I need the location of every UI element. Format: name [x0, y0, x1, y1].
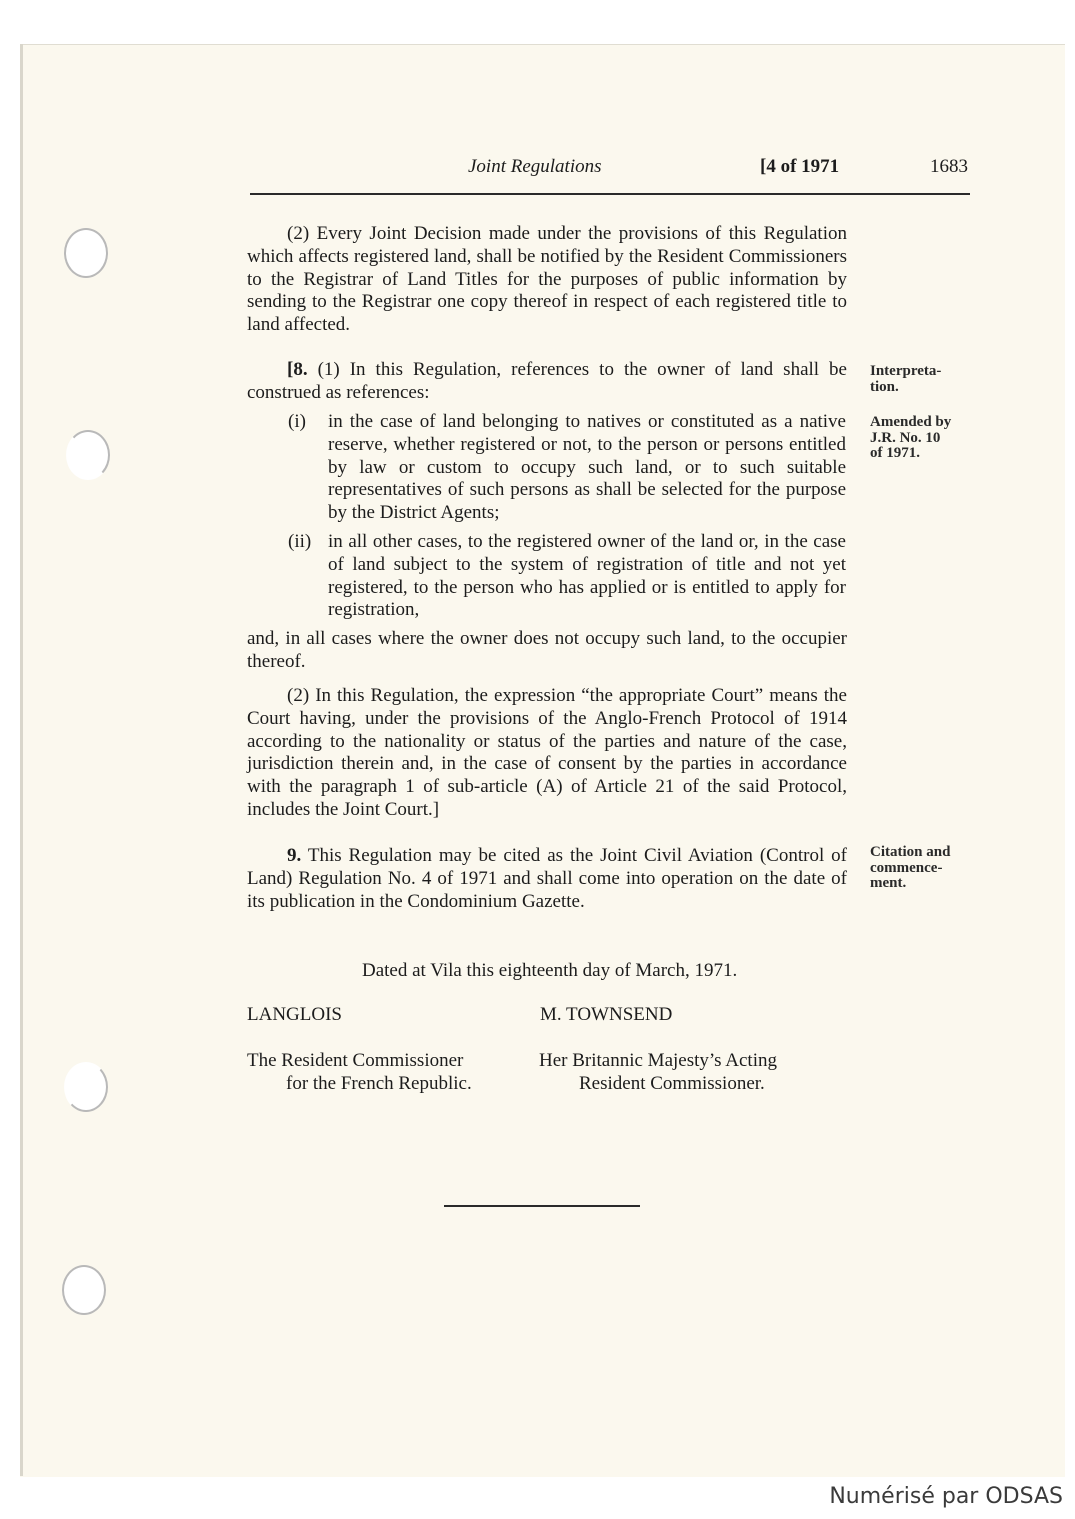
section9-text: This Regulation may be cited as the Joint Civil Aviation (Control of Land) Regulation No. 4 of 1971 and shall come into operation on the date of its publication in the Condominium Gazette. — [247, 845, 847, 912]
running-header-title: Joint Regulations — [468, 156, 602, 177]
signatory-title-british-line1: Her Britannic Majesty’s Acting — [539, 1050, 777, 1071]
punch-hole — [62, 1265, 106, 1315]
list-item-text: in all other cases, to the registered owner of the land or, in the case of land subject to the system of registration of title and not yet registered, to the person who has applied or is entitled to apply for registration, — [328, 531, 846, 621]
margin-note-interpretation: Interpreta- tion. — [870, 363, 942, 395]
punch-hole — [64, 228, 108, 278]
section8-intro — [247, 359, 847, 405]
margin-note-amended: Amended by J.R. No. 10 of 1971. — [870, 414, 952, 461]
margin-note-citation: Citation and commence- ment. — [870, 844, 951, 891]
end-rule — [444, 1205, 640, 1207]
punch-hole — [64, 1062, 108, 1112]
list-item-text: in the case of land belonging to natives or constituted as a native reserve, whether registered or not, to the person or persons entitled by law or custom to occupy such land, or to such suitable representatives of such persons as shall be selected for the purpose by the District Agents; — [328, 411, 846, 524]
dated-line: Dated at Vila this eighteenth day of March, 1971. — [362, 960, 738, 981]
section9 — [247, 845, 847, 913]
section8-closing: and, in all cases where the owner does not occupy such land, to the occupier thereof. — [247, 628, 847, 672]
section8-paragraph2: (2) In this Regulation, the expression “the appropriate Court” means the Court having, under the provisions of the Anglo-French Protocol of 1914 according to the nationality or status of the parties and nature of the case, jurisdiction therein and, in the case of consent by the parties in accordance with the paragraph 1 of sub-article (A) of Article 21 of the said Protocol, includes the Joint Court.] — [247, 685, 847, 820]
section7-paragraph2: (2) Every Joint Decision made under the provisions of this Regulation which affects registered land, shall be notified by the Resident Commissioners to the Registrar of Land Titles for the purposes of public information by sending to the Registrar one copy thereof in respect of each registered title to land affected. — [247, 223, 847, 336]
list-item-number: (i) — [288, 411, 306, 432]
list-item-number: (ii) — [288, 531, 312, 552]
signatory-name-british: M. TOWNSEND — [540, 1004, 673, 1025]
section8-number: [8. — [287, 359, 308, 380]
section8-intro-text: (1) In this Regulation, references to the owner of land shall be construed as references: — [247, 359, 847, 403]
signatory-name-french: LANGLOIS — [247, 1004, 342, 1025]
page-edge — [20, 44, 23, 1476]
signatory-title-french-line2: for the French Republic. — [286, 1073, 472, 1094]
header-rule — [250, 193, 970, 195]
page-number: 1683 — [930, 156, 968, 177]
punch-hole — [66, 430, 110, 480]
signatory-title-british-line2: Resident Commissioner. — [579, 1073, 765, 1094]
scan-watermark: Numérisé par ODSAS — [829, 1484, 1063, 1509]
signatory-title-french-line1: The Resident Commissioner — [247, 1050, 464, 1071]
section9-number: 9. — [287, 845, 302, 866]
running-header-act: [4 of 1971 — [760, 156, 840, 177]
